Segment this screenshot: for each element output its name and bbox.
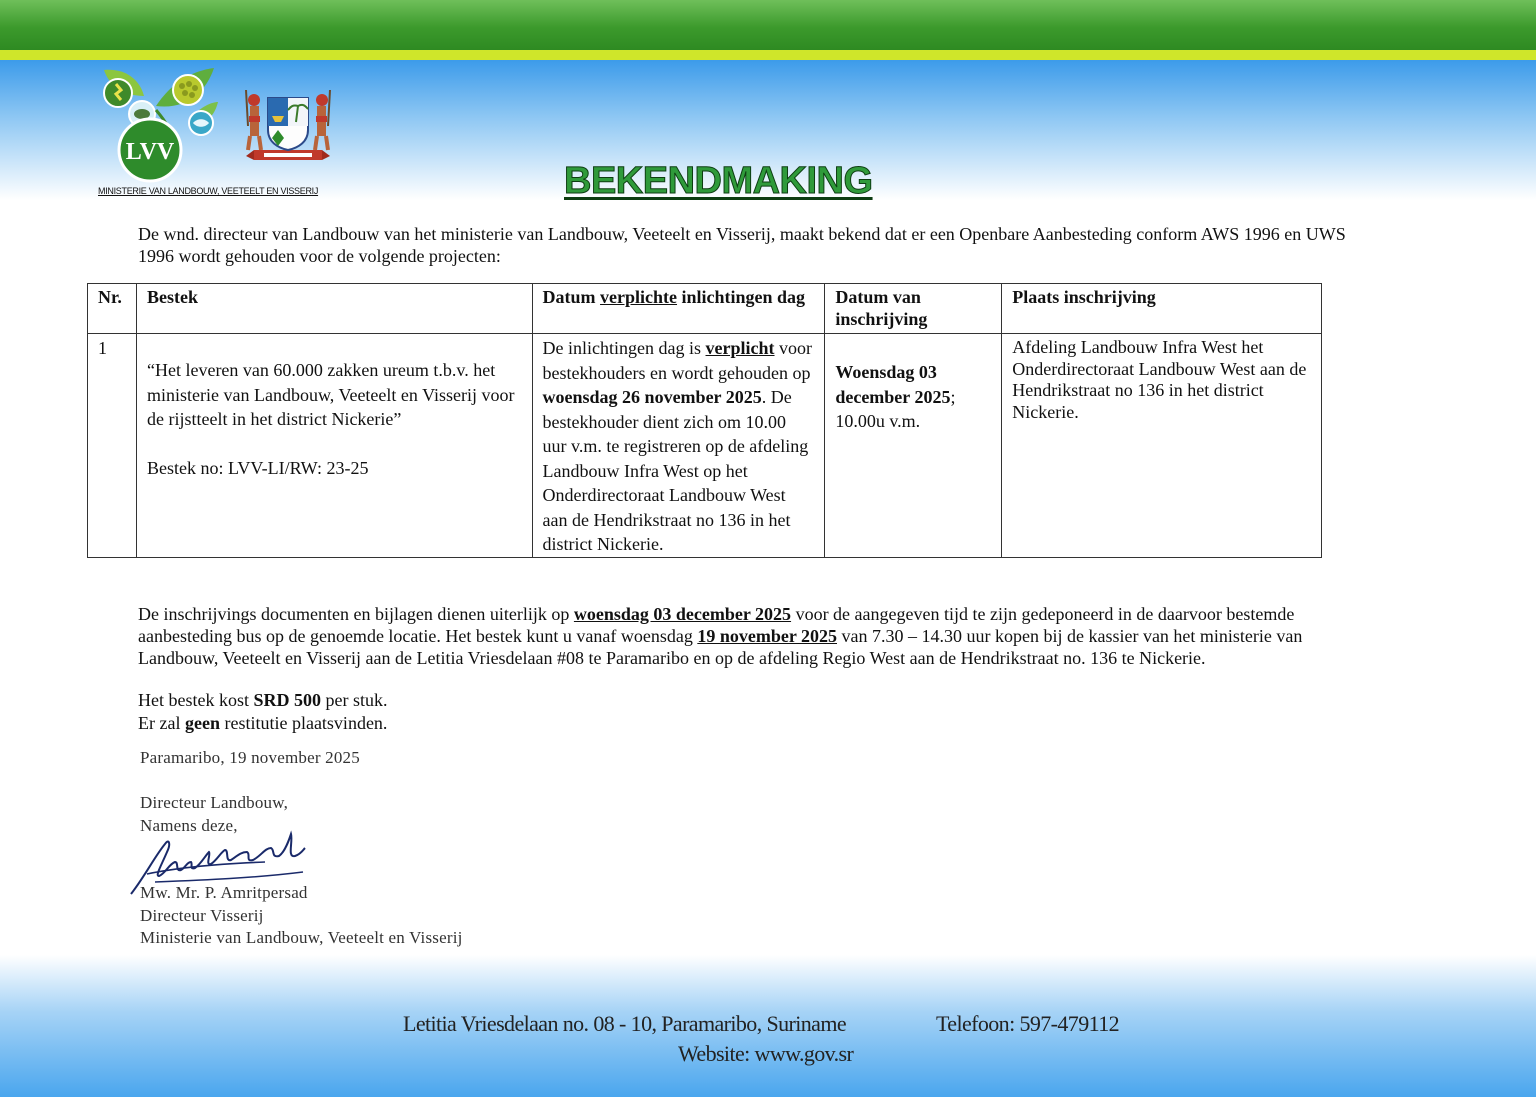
footer-phone: Telefoon: 597-479112	[936, 1011, 1119, 1036]
bestek-description: “Het leveren van 60.000 zakken ureum t.b.v. het ministerie van Landbouw, Veeteelt en Visserij voor de rijstteelt in het district Nickerie”	[146, 360, 515, 429]
restitution-line: Er zal geen restitutie plaatsvinden.	[138, 713, 388, 733]
row-number: 1	[88, 334, 137, 558]
bestek-number: Bestek no: LVV-LI/RW: 23-25	[146, 457, 369, 478]
bestek-cell	[136, 334, 532, 558]
inlichtingen-cell: De inlichtingen dag is verplicht voor bestekhouders en wordt gehouden op woensdag 26 november 2025. De bestekhouder dient zich om 10.00 uur v.m. te registreren op de afdeling Landbouw Infra West op het Onderdirectoraat Landbouw West aan de Hendrikstraat no 136 in het district Nickerie.	[532, 334, 825, 558]
cost-info	[138, 689, 388, 735]
col-header-nr: Nr.	[88, 284, 137, 334]
ministry-caption: MINISTERIE VAN LANDBOUW, VEETEELT EN VISSERIJ	[98, 186, 319, 196]
header-green-band	[0, 0, 1536, 50]
plaats-cell: Afdeling Landbouw Infra West het Onderdirectoraat Landbouw West aan de Hendrikstraat no 136 in het district Nickerie.	[1002, 334, 1322, 558]
header-lime-stripe	[0, 50, 1536, 60]
col-header-datum-inschrijving: Datum van inschrijving	[825, 284, 1002, 334]
coat-of-arms-emblem	[240, 86, 336, 168]
signer-organization: Ministerie van Landbouw, Veeteelt en Visserij	[140, 928, 463, 947]
footer-website: Website: www.gov.sr	[678, 1041, 854, 1066]
col-header-datum-inlichtingen: Datum verplichte inlichtingen dag	[532, 284, 825, 334]
lvv-logo	[96, 66, 218, 184]
place-date: Paramaribo, 19 november 2025	[140, 748, 360, 767]
signatory-intro: Directeur Landbouw, Namens deze,	[140, 793, 289, 835]
svg-text:LVV: LVV	[125, 139, 175, 165]
signer-name: Mw. Mr. P. Amritpersad	[140, 883, 308, 902]
inschrijving-date-cell: Woensdag 03 december 2025; 10.00u v.m.	[825, 334, 1002, 558]
col-header-bestek: Bestek	[136, 284, 532, 334]
footer-address: Letitia Vriesdelaan no. 08 - 10, Paramaribo, Suriname	[403, 1011, 847, 1036]
table-header-row	[88, 284, 1322, 334]
table-row	[88, 334, 1322, 558]
intro-paragraph: De wnd. directeur van Landbouw van het ministerie van Landbouw, Veeteelt en Visserij, maakt bekend dat er een Openbare Aanbesteding conform AWS 1996 en UWS 1996 wordt gehouden voor de volgende projecten:	[138, 224, 1346, 266]
cost-line: Het bestek kost SRD 500 per stuk.	[138, 690, 388, 710]
page-title: BEKENDMAKING	[564, 160, 873, 202]
deadline-paragraph: De inschrijvings documenten en bijlagen dienen uiterlijk op woensdag 03 december 2025 voor de aangegeven tijd te zijn gedeponeerd in de daarvoor bestemde aanbesteding bus op de genoemde locatie. Het bestek kunt u vanaf woensdag 19 november 2025 van 7.30 – 14.30 uur kopen bij de kassier van het ministerie van Landbouw, Veeteelt en Visserij aan de Letitia Vriesdelaan #08 te Paramaribo en op de afdeling Regio West aan de Hendrikstraat no. 136 te Nickerie.	[138, 604, 1303, 668]
col-header-plaats: Plaats inschrijving	[1002, 284, 1322, 334]
signer-block	[140, 882, 463, 950]
projects-table	[87, 283, 1322, 558]
signer-role: Directeur Visserij	[140, 905, 264, 925]
